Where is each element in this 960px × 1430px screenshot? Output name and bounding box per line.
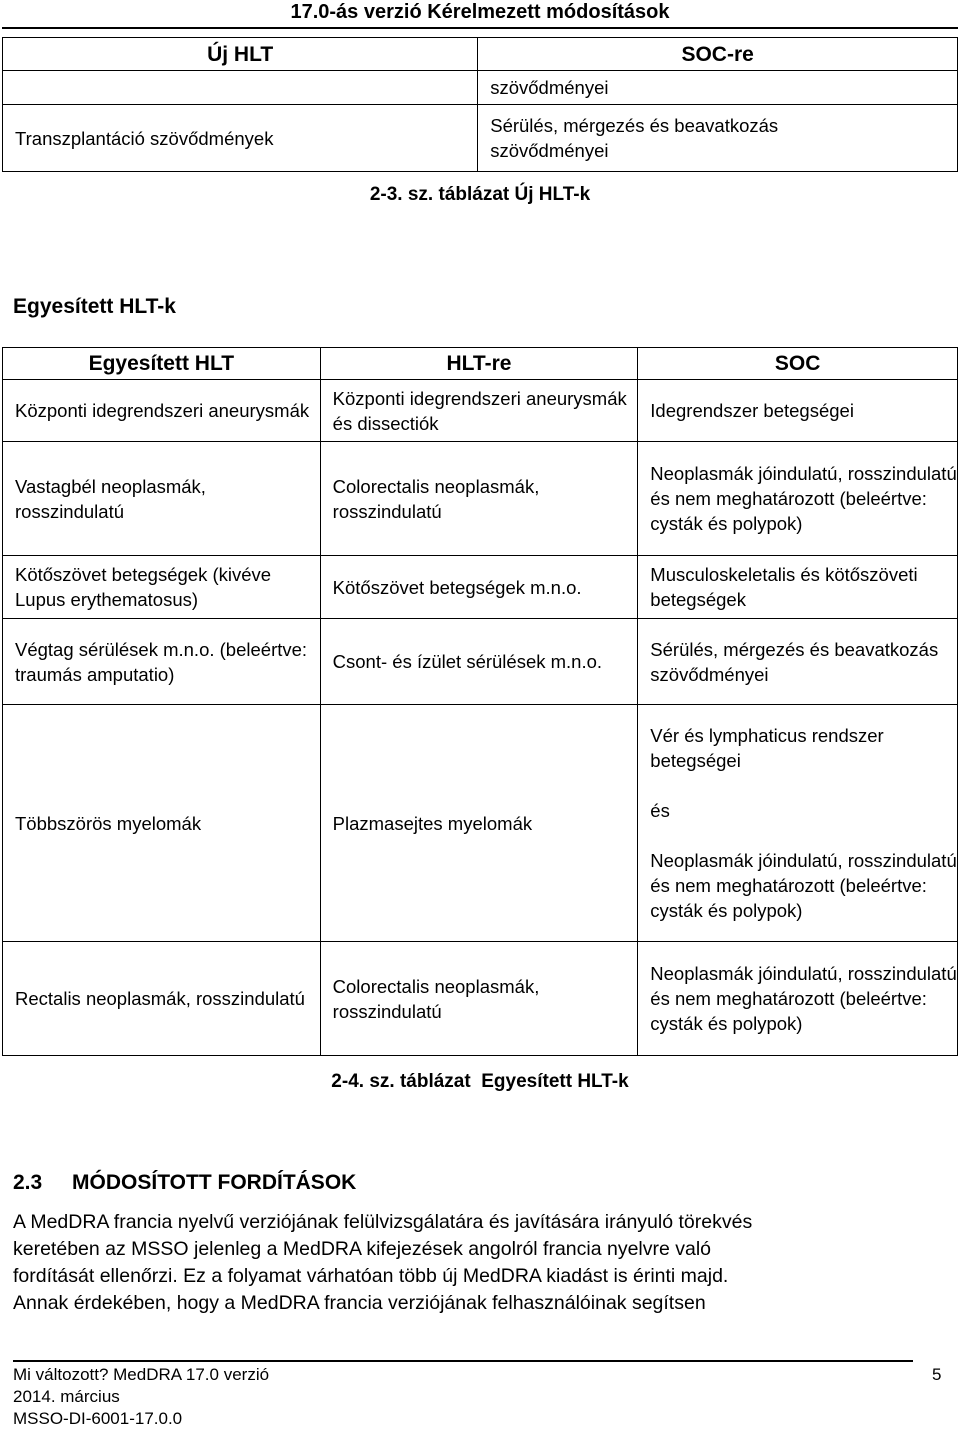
merged-hlt-cell: Központi idegrendszeri aneurysmák: [3, 380, 321, 442]
merged-hlt-heading: Egyesített HLT-k: [13, 295, 176, 318]
target-hlt-cell: Colorectalis neoplasmák, rosszindulatú: [320, 942, 638, 1056]
body-paragraph: [13, 1209, 953, 1317]
document-header-title: 17.0-ás verzió Kérelmezett módosítások: [290, 1, 670, 23]
target-hlt-cell: Központi idegrendszeri aneurysmák és dissectiók: [320, 380, 638, 442]
table2-header-soc: SOC: [638, 348, 958, 380]
footer-rule: [13, 1360, 913, 1362]
section-heading: [13, 1170, 356, 1196]
footer-block: [13, 1364, 269, 1430]
footer-doc-title: Mi változott? MedDRA 17.0 verzió: [13, 1365, 270, 1384]
paragraph-line: A MedDRA francia nyelvű verziójának felülvizsgálatára és javítására irányuló törekvés: [13, 1211, 753, 1233]
soc-cell: Neoplasmák jóindulatú, rosszindulatú és nem meghatározott (beleértve: cysták és polypok): [638, 442, 958, 556]
soc-cell: Idegrendszer betegségei: [638, 380, 958, 442]
soc-cell: Neoplasmák jóindulatú, rosszindulatú és nem meghatározott (beleértve: cysták és polypok): [638, 942, 958, 1056]
soc-part-and: és: [650, 800, 670, 821]
table-row: [3, 619, 958, 705]
paragraph-line: fordítását ellenőrzi. Ez a folyamat várhatóan több új MedDRA kiadást is érinti majd.: [13, 1265, 729, 1287]
table1-hlt-cell: Transzplantáció szövődmények: [3, 105, 478, 172]
table1-soc-cell: [478, 105, 958, 172]
merged-hlt-cell: Végtag sérülések m.n.o. (beleértve: traumás amputatio): [3, 619, 321, 705]
section-number: 2.3: [13, 1171, 43, 1194]
merged-hlt-cell: Kötőszövet betegségek (kivéve Lupus erythematosus): [3, 556, 321, 619]
page-number: 5: [932, 1365, 942, 1384]
table-row: [3, 705, 958, 942]
soc-part-blood: Vér és lymphaticus rendszer betegségei: [650, 725, 884, 771]
table1-empty-cell: [3, 71, 478, 105]
target-hlt-cell: Csont- és ízület sérülések m.n.o.: [320, 619, 638, 705]
table-row: [3, 380, 958, 442]
table2-caption: 2-4. sz. táblázat Egyesített HLT-k: [331, 1071, 629, 1092]
paragraph-line: keretében az MSSO jelenleg a MedDRA kifejezések angolról francia nyelvre való: [13, 1238, 712, 1260]
soc-cell: Musculoskeletalis és kötőszöveti betegségek: [638, 556, 958, 619]
table1-header-soc: SOC-re: [478, 38, 958, 71]
paragraph-line: Annak érdekében, hogy a MedDRA francia verziójának felhasználóinak segítsen: [13, 1292, 706, 1314]
table-row: [3, 556, 958, 619]
merged-hlt-cell: Többszörös myelomák: [3, 705, 321, 942]
table1-top-right-cell: szövődményei: [478, 71, 958, 105]
merged-hlt-cell: Vastagbél neoplasmák, rosszindulatú: [3, 442, 321, 556]
soc-cell: [638, 705, 958, 942]
table1-caption: 2-3. sz. táblázat Új HLT-k: [369, 184, 591, 205]
table-row: [3, 942, 958, 1056]
merged-hlt-cell: Rectalis neoplasmák, rosszindulatú: [3, 942, 321, 1056]
section-title: MÓDOSÍTOTT FORDÍTÁSOK: [72, 1171, 357, 1194]
table1-soc-text: Sérülés, mérgezés és beavatkozás szövődményei: [490, 115, 779, 161]
table2-header-hlt: HLT-re: [320, 348, 638, 380]
soc-cell: Sérülés, mérgezés és beavatkozás szövődményei: [638, 619, 958, 705]
table2-header-merged-hlt: Egyesített HLT: [3, 348, 321, 380]
target-hlt-cell: Colorectalis neoplasmák, rosszindulatú: [320, 442, 638, 556]
header-rule: [2, 27, 958, 29]
merged-hlt-table: [2, 347, 958, 1056]
footer-doc-id: MSSO-DI-6001-17.0.0: [13, 1409, 183, 1428]
soc-part-neoplasms: Neoplasmák jóindulatú, rosszindulatú és nem meghatározott (beleértve: cysták és polypok): [650, 850, 957, 921]
table-row: [3, 442, 958, 556]
target-hlt-cell: Plazmasejtes myelomák: [320, 705, 638, 942]
table1-header-new-hlt: Új HLT: [3, 38, 478, 71]
footer-date: 2014. március: [13, 1387, 120, 1406]
target-hlt-cell: Kötőszövet betegségek m.n.o.: [320, 556, 638, 619]
new-hlt-table: [2, 37, 958, 172]
